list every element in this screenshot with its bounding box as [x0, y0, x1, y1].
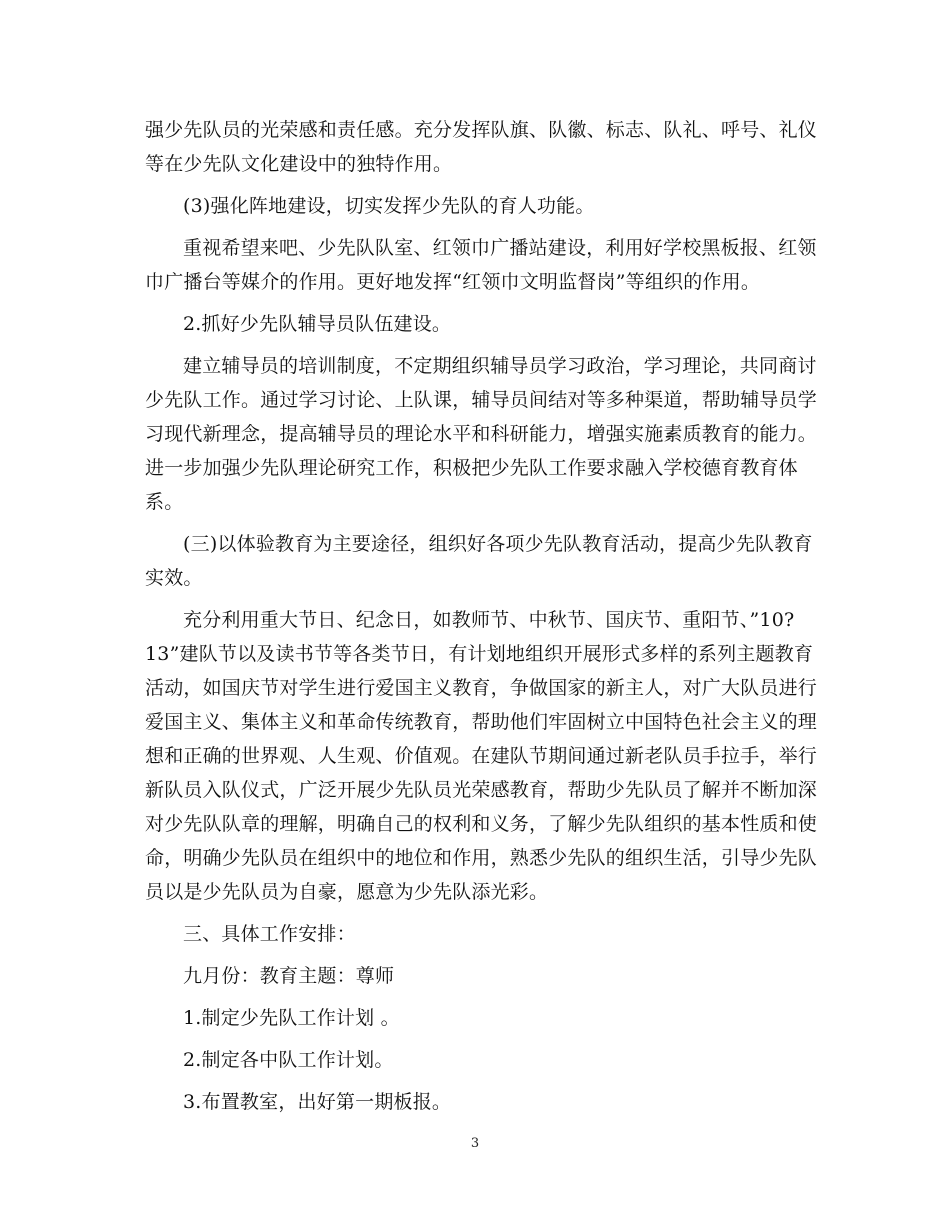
- paragraph-spacer: [145, 909, 805, 917]
- paragraph: [145, 527, 813, 595]
- paragraph: [145, 959, 805, 993]
- text-line: 充分利用重大节日、纪念日，如教师节、中秋节、国庆节、重阳节、”10?: [183, 609, 795, 631]
- text-line: 2.抓好少先队辅导员队伍建设。: [183, 313, 452, 335]
- page-number: 3: [470, 1136, 480, 1151]
- paragraph-spacer: [145, 1077, 805, 1085]
- text-line: 系。: [145, 491, 184, 513]
- text-line: 命，明确少先队员在组织中的地位和作用，熟悉少先队的组织生活，引导少先队: [145, 847, 818, 869]
- paragraph: [145, 189, 805, 223]
- paragraph-spacer: [145, 223, 805, 231]
- text-line: (3)强化阵地建设，切实发挥少先队的育人功能。: [183, 195, 595, 217]
- paragraph-spacer: [145, 951, 805, 959]
- text-line: 活动，如国庆节对学生进行爱国主义教育，争做国家的新主人，对广大队员进行: [145, 677, 818, 699]
- text-line: 对少先队队章的理解，明确自己的权利和义务，了解少先队组织的基本性质和使: [145, 813, 818, 835]
- text-line: 三、具体工作安排：: [183, 923, 356, 945]
- text-line: 重视希望来吧、少先队队室、红领巾广播站建设，利用好学校黑板报、红领: [183, 237, 817, 259]
- text-line: (三)以体验教育为主要途径，组织好各项少先队教育活动，提高少先队教育: [183, 533, 813, 555]
- text-line: 想和正确的世界观、人生观、价值观。在建队节期间通过新老队员手拉手，举行: [145, 745, 818, 767]
- paragraph-spacer: [145, 341, 805, 349]
- paragraph: [145, 349, 818, 519]
- paragraph-spacer: [145, 1035, 805, 1043]
- paragraph: [145, 917, 805, 951]
- paragraph: [145, 113, 818, 181]
- paragraph: [145, 1043, 805, 1077]
- paragraph-spacer: [145, 595, 805, 603]
- text-line: 九月份：教育主题：尊师: [183, 965, 395, 987]
- text-line: 进一步加强少先队理论研究工作，积极把少先队工作要求融入学校德育教育体: [145, 457, 798, 479]
- paragraph-spacer: [145, 519, 805, 527]
- text-line: 实效。: [145, 567, 203, 589]
- text-line: 2.制定各中队工作计划。: [183, 1049, 394, 1071]
- text-line: 少先队工作。通过学习讨论、上队课，辅导员间结对等多种渠道，帮助辅导员学: [145, 389, 818, 411]
- text-line: 爱国主义、集体主义和革命传统教育，帮助他们牢固树立中国特色社会主义的理: [145, 711, 818, 733]
- text-line: 强少先队员的光荣感和责任感。充分发挥队旗、队徽、标志、队礼、呼号、礼仪: [145, 119, 818, 141]
- text-line: 1.制定少先队工作计划 。: [183, 1007, 400, 1029]
- paragraph: [145, 1001, 805, 1035]
- text-line: 13”建队节以及读书节等各类节日，有计划地组织开展形式多样的系列主题教育: [145, 643, 814, 665]
- text-line: 3.布置教室，出好第一期板报。: [183, 1091, 452, 1113]
- text-line: 新队员入队仪式，广泛开展少先队员光荣感教育，帮助少先队员了解并不断加深: [145, 779, 818, 801]
- paragraph-spacer: [145, 993, 805, 1001]
- paragraph-spacer: [145, 1119, 805, 1127]
- text-line: 建立辅导员的培训制度，不定期组织辅导员学习政治，学习理论，共同商讨: [183, 355, 817, 377]
- text-line: 员以是少先队员为自豪，愿意为少先队添光彩。: [145, 881, 549, 903]
- paragraph-spacer: [145, 181, 805, 189]
- paragraph-spacer: [145, 299, 805, 307]
- paragraph: [145, 307, 805, 341]
- paragraph: [145, 603, 818, 909]
- document-body: [145, 113, 818, 1127]
- paragraph: [145, 231, 817, 299]
- text-line: 巾广播台等媒介的作用。更好地发挥“红领巾文明监督岗”等组织的作用。: [145, 271, 761, 293]
- text-line: 等在少先队文化建设中的独特作用。: [145, 153, 453, 175]
- text-line: 习现代新理念，提高辅导员的理论水平和科研能力，增强实施素质教育的能力。: [145, 423, 818, 445]
- paragraph: [145, 1085, 805, 1119]
